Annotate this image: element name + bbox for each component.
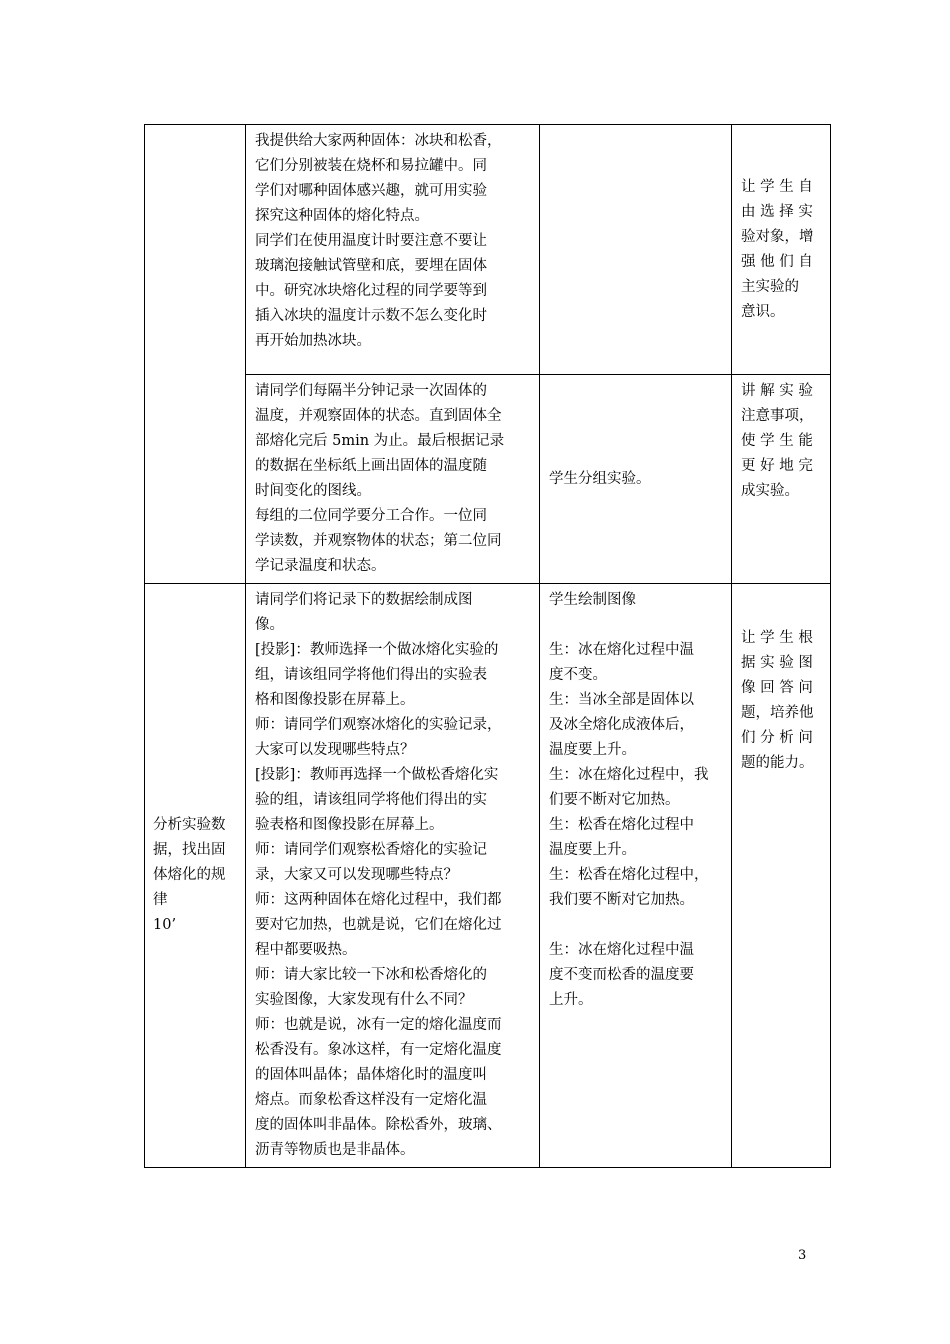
table-row-3 (145, 584, 831, 1168)
text-line: 像 回 答 问 (741, 680, 813, 696)
text-line: 题的能力。 (741, 755, 814, 771)
text-line: 师：请大家比较一下冰和松香熔化的 (255, 967, 487, 983)
text-line: 10’ (153, 917, 177, 933)
text-line: 们 分 析 问 (741, 730, 813, 746)
text-line: 再开始加热冰块。 (255, 333, 371, 349)
text-line: 每组的二位同学要分工合作。一位同 (255, 508, 487, 524)
text-line: 生：松香在熔化过程中 (549, 817, 694, 833)
student-activity-cell-1 (540, 125, 732, 375)
text-line: 插入冰块的温度计示数不怎么变化时 (255, 308, 487, 324)
text-line: 生：当冰全部是固体以 (549, 692, 694, 708)
text-line: 玻璃泡接触试管壁和底，要埋在固体 (255, 258, 487, 274)
text-line: 更 好 地 完 (741, 458, 813, 474)
text-line: 成实验。 (741, 483, 799, 499)
text-line: 度的固体叫非晶体。除松香外，玻璃、 (255, 1117, 502, 1133)
text-line: 验的组，请该组同学将他们得出的实 (255, 792, 487, 808)
stage-cell-blank (145, 125, 246, 584)
text-line: 及冰全熔化成液体后， (549, 717, 694, 733)
text-line: 同学们在使用温度计时要注意不要让 (255, 233, 487, 249)
text-line: 生：冰在熔化过程中温 (549, 942, 694, 958)
text-line: 学生绘制图像 (549, 592, 636, 608)
text-line: 度不变。 (549, 667, 607, 683)
text-line: [投影]：教师选择一个做冰熔化实验的 (255, 642, 499, 658)
text-line: 温度要上升。 (549, 842, 636, 858)
text-line: 师：这两种固体在熔化过程中，我们都 (255, 892, 502, 908)
text-line: 意识。 (741, 303, 785, 320)
text-line: 程中都要吸热。 (255, 942, 357, 958)
teacher-activity-cell-2 (246, 375, 540, 584)
text-line: 体熔化的规 (153, 867, 226, 883)
text-line: 主实验的 (741, 278, 799, 295)
text-line: 使 学 生 能 (741, 433, 813, 449)
text-line: 温度要上升。 (549, 742, 636, 758)
text-line: 律 (153, 892, 168, 908)
text-line: 们要不断对它加热。 (549, 792, 680, 808)
text-line: 学生分组实验。 (549, 470, 651, 487)
text-line: 大家可以发现哪些特点？ (255, 742, 415, 758)
text-line: 师：请同学们观察松香熔化的实验记 (255, 842, 487, 858)
lesson-plan-table (144, 124, 831, 1168)
text-line: 据，找出固 (153, 842, 226, 858)
design-intent-cell-1 (732, 125, 831, 375)
text-line: 请同学们每隔半分钟记录一次固体的 (255, 383, 487, 399)
design-intent-cell-3 (732, 584, 831, 1168)
text-line: 我们要不断对它加热。 (549, 892, 694, 908)
text-line: 熔点。而象松香这样没有一定熔化温 (255, 1092, 487, 1108)
text-line: 像。 (255, 617, 284, 633)
blank-line (549, 613, 723, 638)
blank-line (549, 913, 723, 938)
text-line: 验对象，增 (741, 228, 814, 245)
text-line: 让 学 生 根 (741, 630, 813, 646)
text-line: 学读数，并观察物体的状态；第二位同 (255, 533, 502, 549)
text-line: 沥青等物质也是非晶体。 (255, 1142, 415, 1158)
text-line: 注意事项， (741, 408, 814, 424)
teacher-activity-cell-3 (246, 584, 540, 1168)
text-line: 组，请该组同学将他们得出的实验表 (255, 667, 487, 683)
text-line: 要对它加热，也就是说，它们在熔化过 (255, 917, 502, 933)
text-line: 中。研究冰块熔化过程的同学要等到 (255, 283, 487, 299)
text-line: 学们对哪种固体感兴趣，就可用实验 (255, 183, 487, 199)
design-intent-cell-2 (732, 375, 831, 584)
table-row-1 (145, 125, 831, 375)
text-line: 度不变而松香的温度要 (549, 967, 694, 983)
text-line: 生：冰在熔化过程中，我 (549, 767, 709, 783)
text-line: 它们分别被装在烧杯和易拉罐中。同 (255, 158, 487, 174)
text-line: 的数据在坐标纸上画出固体的温度随 (255, 458, 487, 474)
text-line: 验表格和图像投影在屏幕上。 (255, 817, 444, 833)
text-line: 格和图像投影在屏幕上。 (255, 692, 415, 708)
text-line: 松香没有。象冰这样，有一定熔化温度 (255, 1042, 502, 1058)
text-line: 时间变化的图线。 (255, 483, 371, 499)
student-activity-cell-2 (540, 375, 732, 584)
text-line: 实验图像，大家发现有什么不同？ (255, 992, 473, 1008)
text-line: 据 实 验 图 (741, 655, 813, 671)
text-line: 分析实验数 (153, 817, 226, 833)
text-line: 的固体叫晶体；晶体熔化时的温度叫 (255, 1067, 487, 1083)
text-line: 生：松香在熔化过程中， (549, 867, 709, 883)
text-line: 学记录温度和状态。 (255, 558, 386, 574)
teacher-activity-cell-1 (246, 125, 540, 375)
table-row-2 (145, 375, 831, 584)
text-line: 师：也就是说，冰有一定的熔化温度而 (255, 1017, 502, 1033)
text-line: 我提供给大家两种固体：冰块和松香， (255, 133, 502, 149)
text-line: 部熔化完后 5min 为止。最后根据记录 (255, 433, 505, 449)
text-line: 让 学 生 自 (741, 178, 813, 195)
text-line: 温度，并观察固体的状态。直到固体全 (255, 408, 502, 424)
text-line: 讲 解 实 验 (741, 383, 813, 399)
text-line: 题，培养他 (741, 705, 814, 721)
text-line: 探究这种固体的熔化特点。 (255, 208, 429, 224)
text-line: [投影]：教师再选择一个做松香熔化实 (255, 767, 499, 783)
student-activity-cell-3 (540, 584, 732, 1168)
page-number: 3 (798, 1248, 807, 1263)
text-line: 上升。 (549, 992, 593, 1008)
text-line: 强 他 们 自 (741, 253, 813, 270)
text-line: 生：冰在熔化过程中温 (549, 642, 694, 658)
text-line: 录，大家又可以发现哪些特点？ (255, 867, 458, 883)
text-line: 请同学们将记录下的数据绘制成图 (255, 592, 473, 608)
text-line: 由 选 择 实 (741, 203, 813, 220)
stage-cell-analysis (145, 584, 246, 1168)
text-line: 师：请同学们观察冰熔化的实验记录， (255, 717, 502, 733)
